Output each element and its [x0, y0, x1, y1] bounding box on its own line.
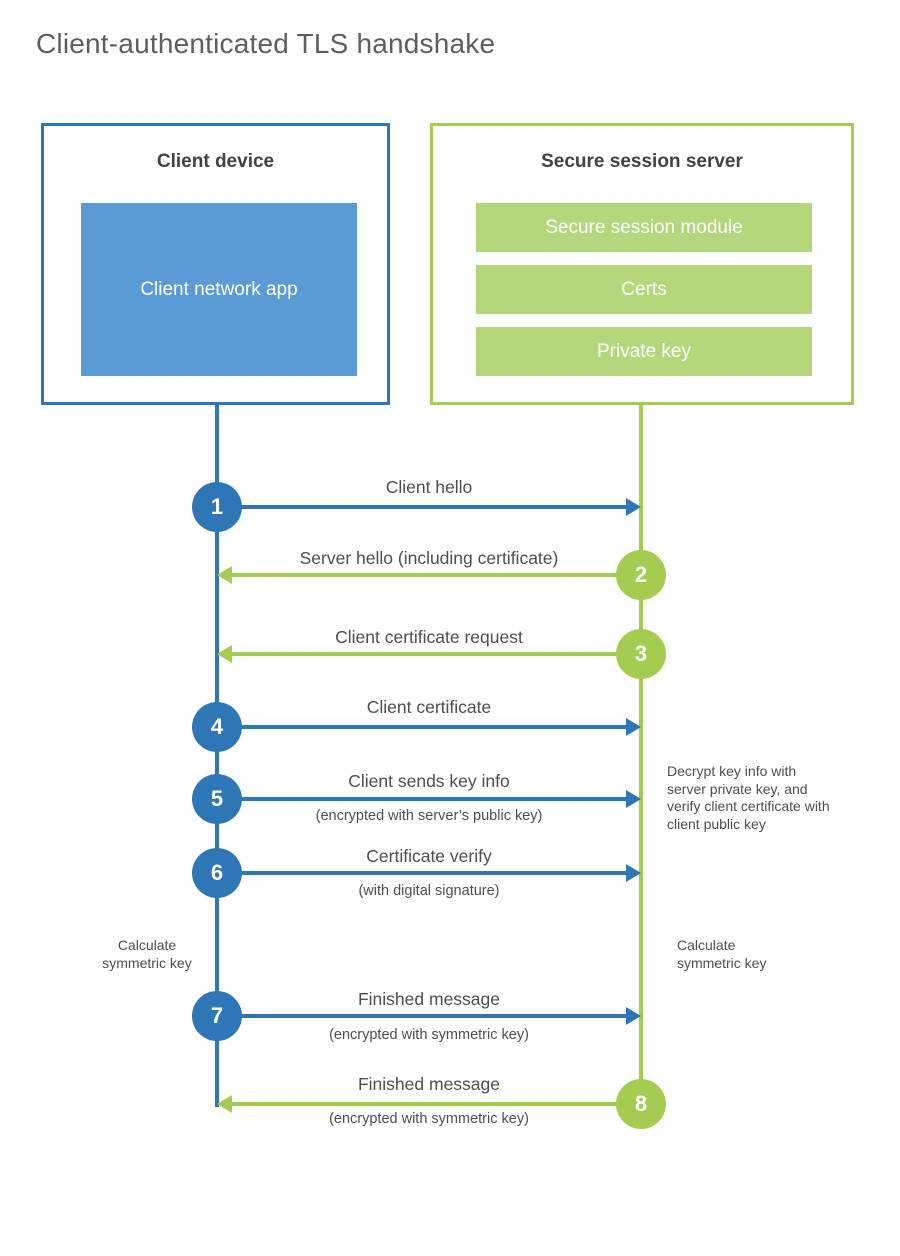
step-label: Client certificate request [335, 627, 523, 647]
arrow-head-left-icon [217, 645, 232, 663]
client-device-title: Client device [156, 151, 275, 172]
server-title: Secure session server [541, 151, 743, 172]
server-module-secure-session: Secure session module [476, 203, 812, 252]
arrow-head-right-icon [626, 718, 641, 736]
step-sublabel: (encrypted with symmetric key) [329, 1027, 529, 1043]
step-circle: 6 [192, 848, 242, 898]
arrow-head-left-icon [217, 566, 232, 584]
client-network-app-box: Client network app [81, 203, 357, 376]
client-device-box [41, 123, 390, 405]
page-title: Client-authenticated TLS handshake [36, 28, 496, 59]
step-circle: 3 [616, 629, 666, 679]
arrow-head-right-icon [626, 1007, 641, 1025]
step-label: Server hello (including certificate) [299, 548, 559, 568]
step-arrow [232, 573, 639, 577]
server-box [430, 123, 854, 405]
step-arrow [217, 1014, 626, 1018]
step-arrow [232, 652, 639, 656]
note-calc-symmetric-left: Calculate symmetric key [102, 937, 192, 971]
step-label: Finished message [357, 1074, 501, 1094]
server-module-private-key: Private key [476, 327, 812, 376]
step-circle: 7 [192, 991, 242, 1041]
step-arrow [217, 797, 626, 801]
step-sublabel: (with digital signature) [358, 883, 500, 899]
server-module-certs: Certs [476, 265, 812, 314]
arrow-head-right-icon [626, 498, 641, 516]
step-sublabel: (encrypted with server’s public key) [315, 808, 543, 824]
step-label: Certificate verify [366, 846, 492, 866]
arrow-head-right-icon [626, 864, 641, 882]
step-arrow [217, 725, 626, 729]
note-calc-symmetric-right: Calculate symmetric key [677, 937, 767, 971]
step-circle: 5 [192, 774, 242, 824]
step-circle: 1 [192, 482, 242, 532]
step-label: Client hello [385, 477, 473, 497]
step-label: Client sends key info [348, 771, 510, 791]
step-label: Finished message [357, 989, 501, 1009]
step-label: Client certificate [366, 697, 492, 717]
step-circle: 2 [616, 550, 666, 600]
step-circle: 8 [616, 1079, 666, 1129]
step-arrow [232, 1102, 639, 1106]
step-circle: 4 [192, 702, 242, 752]
note-decrypt: Decrypt key info with server private key, and verify client certificate with client public key [667, 763, 830, 832]
step-arrow [217, 871, 626, 875]
arrow-head-right-icon [626, 790, 641, 808]
step-arrow [217, 505, 626, 509]
step-sublabel: (encrypted with symmetric key) [329, 1111, 529, 1127]
